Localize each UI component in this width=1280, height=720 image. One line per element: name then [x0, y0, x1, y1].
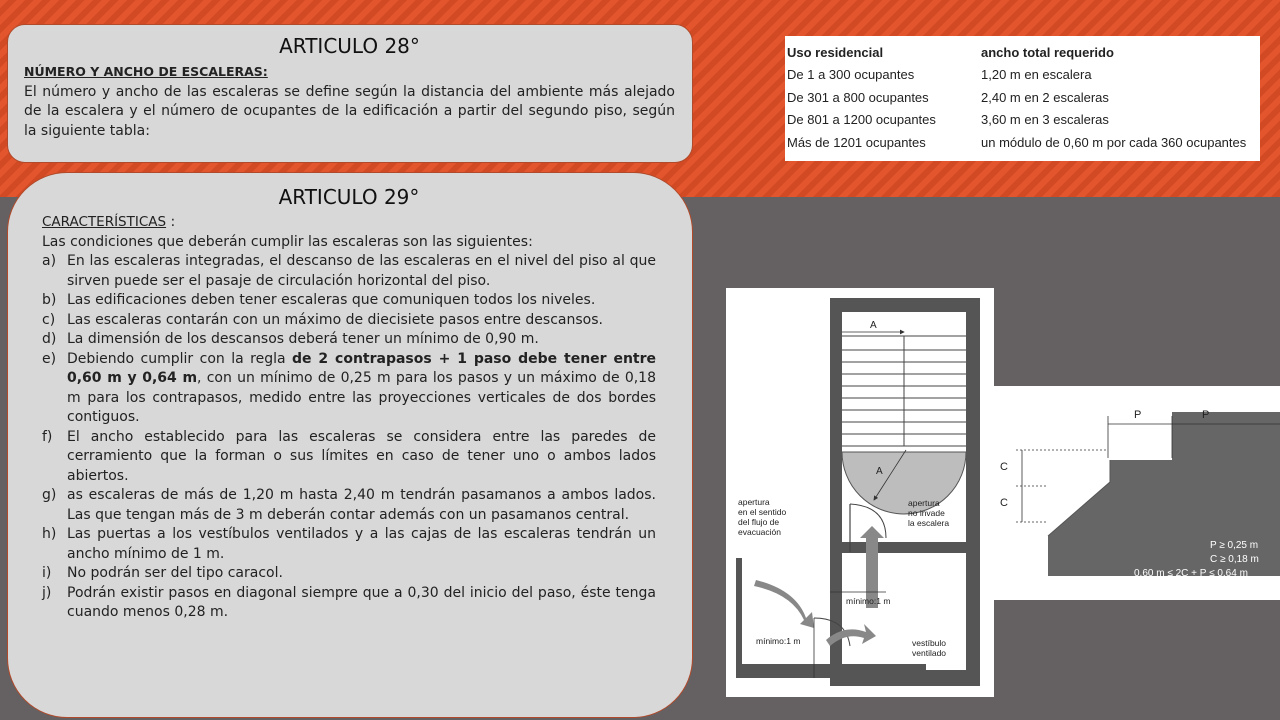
- bottom-wall: [736, 664, 926, 678]
- label-apertura-sentido: apertura en el sentido del flujo de evacuación: [738, 497, 787, 537]
- table-header-cell: ancho total requerido: [981, 44, 1114, 60]
- list-item-label: g): [42, 487, 57, 503]
- table-cell: De 801 a 1200 ocupantes: [787, 112, 936, 128]
- article-29-subtitle-suffix: :: [166, 214, 176, 230]
- list-item: [42, 311, 656, 331]
- label-a-landing: A: [876, 466, 883, 477]
- vestibule-interior: [842, 553, 966, 670]
- table-cell: 2,40 m en 2 escaleras: [981, 89, 1109, 105]
- list-item-text: Podrán existir pasos en diagonal siempre que a 0,30 del inicio del paso, éste tenga cuando menos 0,28 m.: [67, 584, 656, 620]
- list-item: [42, 486, 656, 525]
- table-row: [787, 86, 1246, 109]
- table-row: [787, 64, 1246, 87]
- list-item-text: Las edificaciones deben tener escaleras que comuniquen todos los niveles.: [67, 292, 596, 308]
- article-28-body: El número y ancho de las escaleras se define según la distancia del ambiente más alejado de la escalera y el número de ocupantes de la edificación a partir del segundo piso, según la siguiente tabla:: [24, 83, 675, 139]
- list-item: [42, 525, 656, 564]
- stair-plan-diagram: [726, 288, 994, 697]
- table-cell: un módulo de 0,60 m por cada 360 ocupantes: [981, 134, 1247, 150]
- formula-c: C ≥ 0,18 m: [1210, 554, 1259, 565]
- list-item: [42, 564, 656, 584]
- table-row: [787, 109, 1246, 132]
- label-p1: P: [1134, 409, 1142, 421]
- list-item-text: Las escaleras contarán con un máximo de diecisiete pasos entre descansos.: [67, 311, 603, 328]
- list-item: [42, 584, 656, 623]
- formula-p: P ≥ 0,25 m: [1210, 540, 1259, 551]
- label-vestibulo: vestíbulo ventilado: [912, 638, 947, 658]
- list-item-text-pre: Debiendo cumplir con la regla: [67, 350, 293, 367]
- table-header-cell: Uso residencial: [787, 44, 884, 60]
- label-p2: P: [1202, 409, 1210, 421]
- list-item-text: En las escaleras integradas, el descanso de las escaleras en el nivel del piso al que sirven puede ser el pasaje de circulación horizontal del piso.: [67, 253, 656, 289]
- stair-section-diagram: [994, 386, 1280, 600]
- left-wall: [736, 558, 742, 668]
- table-cell: 1,20 m en escalera: [981, 67, 1092, 83]
- table-cell: Más de 1201 ocupantes: [787, 134, 926, 150]
- label-a-top: A: [870, 320, 877, 331]
- label-c1: C: [1000, 461, 1008, 473]
- list-item-text: El ancho establecido para las escaleras se considera entre las paredes de cerramiento que la forman o sus límites en caso de tener uno o ambos lados abiertos.: [67, 428, 656, 484]
- list-item-text: as escaleras de más de 1,20 m hasta 2,40 m tendrán pasamanos a ambos lados. Las que tengan más de 3 m deberán contar además con un pasamanos central.: [67, 487, 656, 523]
- list-item-label: j): [42, 584, 52, 601]
- list-item: [42, 330, 656, 350]
- article-28-title: ARTICULO 28°: [279, 34, 420, 58]
- list-item-label: c): [42, 311, 56, 328]
- table-row: [787, 131, 1246, 154]
- article-29-title: ARTICULO 29°: [278, 185, 420, 209]
- article-29-subtitle: CARACTERÍSTICAS: [42, 214, 167, 230]
- list-item: [42, 428, 656, 487]
- requirements-list: [42, 252, 656, 623]
- list-item-text: [67, 350, 656, 428]
- list-item-label: a): [42, 253, 57, 269]
- label-minimo-left: mínimo:1 m: [756, 636, 801, 646]
- list-item: [42, 350, 656, 428]
- list-item-label: b): [42, 292, 57, 308]
- list-item-text: Las puertas a los vestíbulos ventilados y a las cajas de las escaleras tendrán un ancho mínimo de 1 m.: [67, 526, 656, 562]
- table-header-row: [787, 41, 1246, 64]
- list-item-label: i): [42, 565, 52, 581]
- list-item-text: No podrán ser del tipo caracol.: [67, 565, 283, 581]
- article-28-subtitle: NÚMERO Y ANCHO DE ESCALERAS:: [24, 64, 268, 79]
- list-item-text-post: , con un mínimo de 0,25 m para los pasos y un máximo de 0,18 m para los contrapasos, medido entre las proyecciones verticales de dos bordes contiguos.: [67, 370, 656, 425]
- formula-rule: 0,60 m ≤ 2C + P ≤ 0,64 m: [1134, 568, 1248, 579]
- label-apertura-no-invade: apertura no invade la escalera: [908, 498, 950, 528]
- table-cell: 3,60 m en 3 escaleras: [981, 112, 1109, 128]
- table-cell: De 1 a 300 ocupantes: [787, 67, 915, 83]
- list-item-text-bold: de 2 contrapasos + 1 paso debe tener entre 0,60 m y 0,64 m: [67, 350, 657, 386]
- label-c2: C: [1000, 497, 1008, 509]
- list-item-label: f): [42, 428, 53, 445]
- label-minimo-door: mínimo:1 m: [846, 596, 891, 606]
- article-29-intro: Las condiciones que deberán cumplir las escaleras son las siguientes:: [42, 233, 533, 250]
- list-item: [42, 252, 656, 291]
- list-item-label: h): [42, 526, 57, 542]
- list-item-label: d): [42, 331, 57, 347]
- occupancy-width-table: [785, 36, 1260, 161]
- table-cell: De 301 a 800 ocupantes: [787, 89, 929, 105]
- article-28-card: [7, 24, 693, 163]
- stair-profile: [1048, 412, 1280, 576]
- evacuation-arrow-icon: [754, 580, 814, 628]
- article-29-card: [7, 172, 693, 718]
- list-item-label: e): [42, 350, 57, 367]
- list-item-text: La dimensión de los descansos deberá tener un mínimo de 0,90 m.: [67, 331, 539, 347]
- list-item: [42, 291, 656, 311]
